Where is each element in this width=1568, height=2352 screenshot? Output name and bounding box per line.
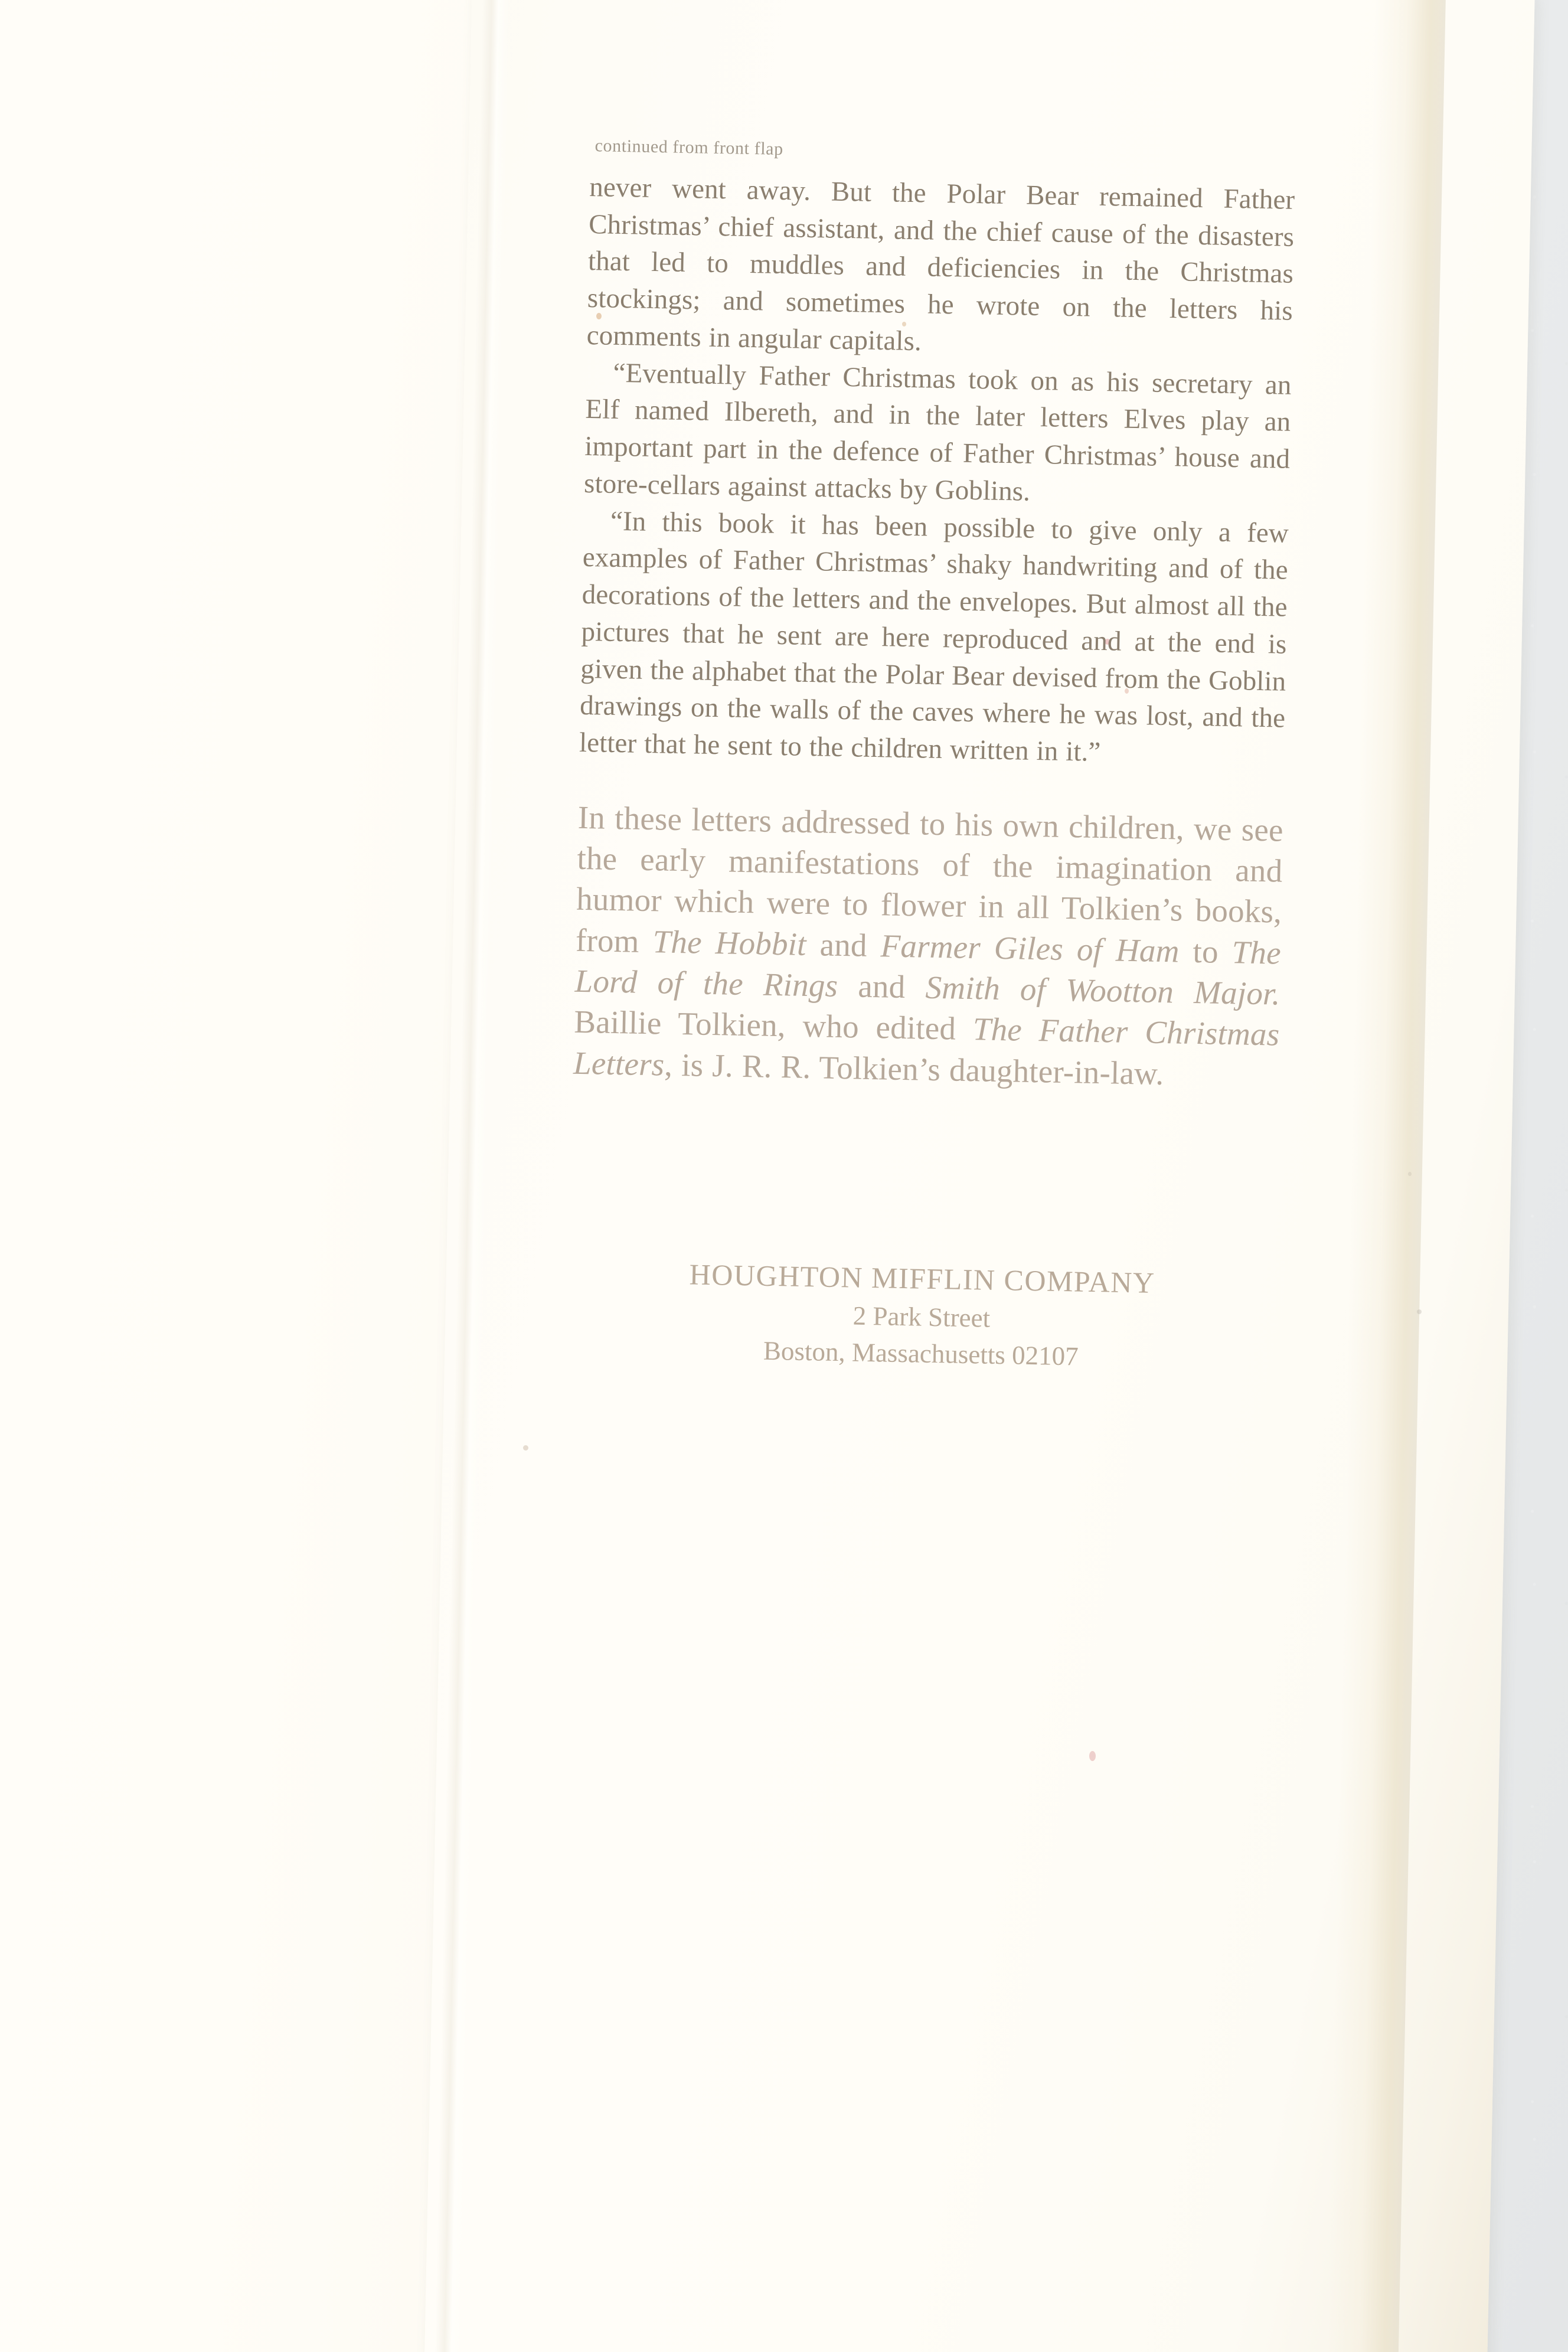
book-title-italic: Smith of Wootton Major. <box>925 969 1281 1012</box>
closing-text-run: , is J. R. R. Tolkien’s daughter-in-law. <box>664 1046 1165 1092</box>
publisher-imprint <box>568 1255 1275 1378</box>
book-title-italic: The Hobbit <box>652 923 807 962</box>
closing-text-run: In these letters addressed to his own children, we see the early manifestations of the imagination and humor which were to flower in all Tolkien’s books, from <box>575 799 1284 959</box>
flap-text-column <box>568 136 1296 1377</box>
flap-paragraph-ilbereth: “Eventually Father Christmas took on as his secretary an Elf named Ilbereth, and in the later letters Elves play an important part in the defence of Father Christmas’ house and store-cellars against attacks by Goblins. <box>583 357 1292 507</box>
closing-text-run: and <box>806 926 881 963</box>
flap-paragraph-polar-bear: never went away. But the Polar Bear remained Father Christmas’ chief assistant, and the chief cause of the disasters that led to muddles and deficiencies in the Christmas stockings; and sometimes he wrote on the letters his comments in angular capitals. <box>586 171 1295 357</box>
closing-text-run: Baillie Tolkien, who edited <box>573 1003 974 1047</box>
publisher-name: HOUGHTON MIFFLIN COMPANY <box>689 1257 1156 1299</box>
book-title-italic: The Father Christmas Letters <box>573 1011 1280 1083</box>
publisher-street-address: 2 Park Street <box>852 1301 991 1333</box>
continued-from-front-flap-note: continued from front flap <box>594 136 784 159</box>
closing-text-run: and <box>837 967 926 1005</box>
book-title-italic: Farmer Giles of Ham <box>880 927 1180 969</box>
book-title-italic: The Lord of the Rings <box>574 933 1282 1004</box>
flap-paragraph-closing <box>573 797 1284 1096</box>
closing-text-run: to <box>1179 933 1233 970</box>
publisher-city-state-zip: Boston, Massachusetts 02107 <box>763 1336 1079 1371</box>
flap-paragraph-in-this-book: “In this book it has been possible to give only a few examples of Father Christmas’ shaky handwriting and of the decorations of the letters and the envelopes. But almost all the pictures that he sent are here reproduced and at the end is given the alphabet that the Polar Bear devised from the Goblin drawings on the walls of the caves where he was lost, and the letter that he sent to the children written in it.” <box>579 505 1289 768</box>
